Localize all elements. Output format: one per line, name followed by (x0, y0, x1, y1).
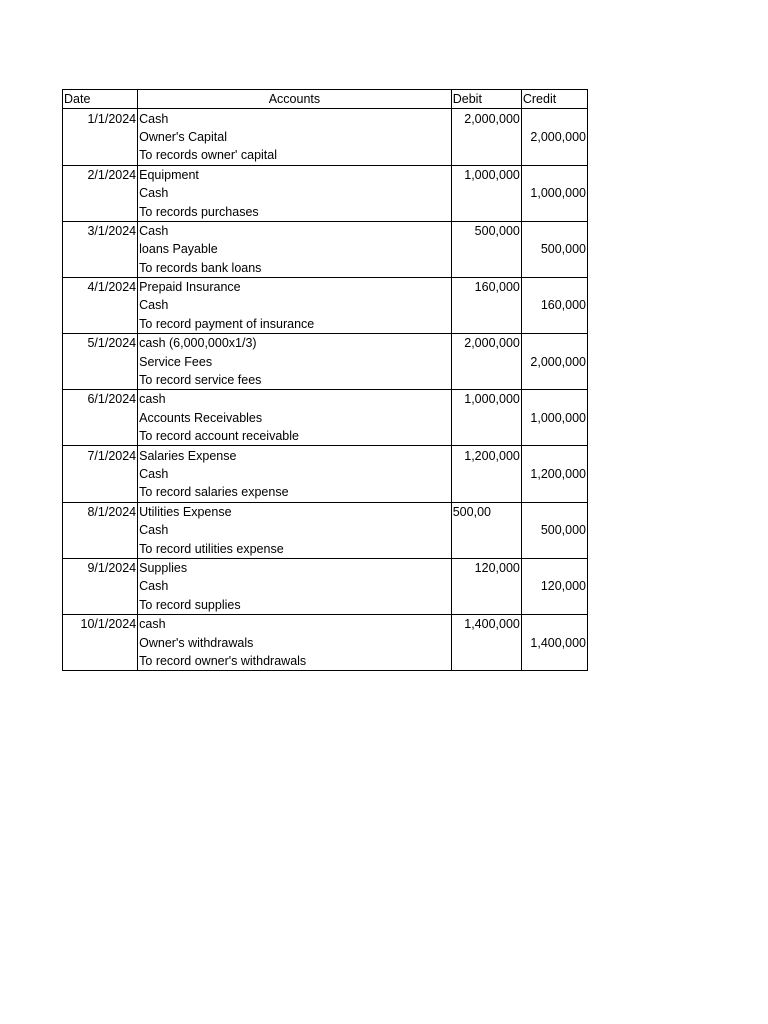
date-cell-empty[interactable] (63, 296, 138, 314)
table-row (63, 558, 588, 577)
debit-cell-empty[interactable] (451, 409, 521, 427)
credit-cell-empty[interactable] (521, 146, 587, 165)
date-cell-empty[interactable] (63, 315, 138, 334)
debit-account[interactable]: Cash (138, 109, 452, 128)
debit-account[interactable]: Salaries Expense (138, 446, 452, 465)
credit-account[interactable]: loans Payable (138, 240, 452, 258)
credit-cell-empty[interactable] (521, 259, 587, 278)
credit-cell-empty[interactable] (521, 109, 587, 128)
table-row (63, 577, 588, 595)
debit-amount[interactable]: 1,400,000 (451, 614, 521, 633)
header-debit[interactable]: Debit (451, 90, 521, 109)
credit-amount[interactable]: 1,000,000 (521, 184, 587, 202)
table-row (63, 240, 588, 258)
header-date[interactable]: Date (63, 90, 138, 109)
table-row (63, 502, 588, 521)
table-row (63, 165, 588, 184)
debit-cell-empty[interactable] (451, 352, 521, 370)
table-row (63, 427, 588, 446)
entry-memo[interactable]: To records bank loans (138, 259, 452, 278)
debit-account[interactable]: cash (138, 614, 452, 633)
table-row (63, 109, 588, 128)
debit-cell-empty[interactable] (451, 296, 521, 314)
credit-amount[interactable]: 1,200,000 (521, 465, 587, 483)
date-cell-empty[interactable] (63, 371, 138, 390)
credit-account[interactable]: Owner's Capital (138, 128, 452, 146)
entry-memo[interactable]: To record utilities expense (138, 539, 452, 558)
table-row (63, 539, 588, 558)
table-row (63, 128, 588, 146)
table-row (63, 202, 588, 221)
journal-body (63, 109, 588, 671)
entry-date[interactable]: 7/1/2024 (63, 446, 138, 465)
date-cell-empty[interactable] (63, 146, 138, 165)
date-cell-empty[interactable] (63, 259, 138, 278)
debit-cell-empty[interactable] (451, 184, 521, 202)
debit-cell-empty[interactable] (451, 315, 521, 334)
debit-cell-empty[interactable] (451, 539, 521, 558)
entry-memo[interactable]: To records purchases (138, 202, 452, 221)
credit-cell-empty[interactable] (521, 614, 587, 633)
entry-memo[interactable]: To records owner' capital (138, 146, 452, 165)
credit-cell-empty[interactable] (521, 277, 587, 296)
debit-amount[interactable]: 2,000,000 (451, 109, 521, 128)
table-row (63, 221, 588, 240)
credit-amount[interactable]: 2,000,000 (521, 128, 587, 146)
date-cell-empty[interactable] (63, 128, 138, 146)
debit-amount[interactable]: 160,000 (451, 277, 521, 296)
table-row (63, 146, 588, 165)
credit-amount[interactable]: 500,000 (521, 240, 587, 258)
table-row (63, 446, 588, 465)
table-row (63, 521, 588, 539)
table-row (63, 277, 588, 296)
debit-cell-empty[interactable] (451, 633, 521, 651)
credit-account[interactable]: Cash (138, 465, 452, 483)
debit-cell-empty[interactable] (451, 202, 521, 221)
credit-cell-empty[interactable] (521, 390, 587, 409)
table-row (63, 259, 588, 278)
debit-amount[interactable]: 2,000,000 (451, 334, 521, 353)
debit-amount[interactable]: 1,200,000 (451, 446, 521, 465)
credit-account[interactable]: Owner's withdrawals (138, 633, 452, 651)
debit-account[interactable]: Supplies (138, 558, 452, 577)
entry-memo[interactable]: To record supplies (138, 596, 452, 615)
debit-cell-empty[interactable] (451, 128, 521, 146)
entry-date[interactable]: 10/1/2024 (63, 614, 138, 633)
entry-memo[interactable]: To record salaries expense (138, 483, 452, 502)
credit-amount[interactable]: 2,000,000 (521, 352, 587, 370)
date-cell-empty[interactable] (63, 240, 138, 258)
table-row (63, 614, 588, 633)
credit-cell-empty[interactable] (521, 371, 587, 390)
table-row (63, 334, 588, 353)
entry-date[interactable]: 8/1/2024 (63, 502, 138, 521)
date-cell-empty[interactable] (63, 539, 138, 558)
entry-memo[interactable]: To record owner's withdrawals (138, 652, 452, 671)
debit-cell-empty[interactable] (451, 427, 521, 446)
credit-account[interactable]: Cash (138, 577, 452, 595)
credit-cell-empty[interactable] (521, 334, 587, 353)
credit-account[interactable]: Service Fees (138, 352, 452, 370)
credit-amount[interactable]: 1,000,000 (521, 409, 587, 427)
debit-amount[interactable]: 1,000,000 (451, 165, 521, 184)
debit-account[interactable]: Utilities Expense (138, 502, 452, 521)
credit-cell-empty[interactable] (521, 165, 587, 184)
journal-table (62, 89, 588, 671)
date-cell-empty[interactable] (63, 483, 138, 502)
entry-memo[interactable]: To record service fees (138, 371, 452, 390)
date-cell-empty[interactable] (63, 465, 138, 483)
credit-cell-empty[interactable] (521, 446, 587, 465)
date-cell-empty[interactable] (63, 652, 138, 671)
debit-cell-empty[interactable] (451, 483, 521, 502)
header-accounts[interactable]: Accounts (138, 90, 452, 109)
table-row (63, 652, 588, 671)
entry-date[interactable]: 2/1/2024 (63, 165, 138, 184)
table-row (63, 483, 588, 502)
date-cell-empty[interactable] (63, 352, 138, 370)
credit-cell-empty[interactable] (521, 221, 587, 240)
debit-cell-empty[interactable] (451, 596, 521, 615)
credit-account[interactable]: Cash (138, 521, 452, 539)
table-row (63, 465, 588, 483)
date-cell-empty[interactable] (63, 427, 138, 446)
credit-amount[interactable]: 1,400,000 (521, 633, 587, 651)
table-row (63, 371, 588, 390)
debit-amount[interactable]: 500,000 (451, 221, 521, 240)
debit-cell-empty[interactable] (451, 652, 521, 671)
entry-date[interactable]: 5/1/2024 (63, 334, 138, 353)
credit-cell-empty[interactable] (521, 558, 587, 577)
debit-account[interactable]: Equipment (138, 165, 452, 184)
debit-cell-empty[interactable] (451, 146, 521, 165)
debit-amount[interactable]: 120,000 (451, 558, 521, 577)
credit-account[interactable]: Cash (138, 184, 452, 202)
table-row (63, 596, 588, 615)
credit-cell-empty[interactable] (521, 596, 587, 615)
table-row (63, 184, 588, 202)
table-row (63, 352, 588, 370)
debit-cell-empty[interactable] (451, 521, 521, 539)
debit-account[interactable]: cash (6,000,000x1/3) (138, 334, 452, 353)
debit-account[interactable]: cash (138, 390, 452, 409)
table-row (63, 315, 588, 334)
credit-amount[interactable]: 120,000 (521, 577, 587, 595)
credit-account[interactable]: Accounts Receivables (138, 409, 452, 427)
entry-memo[interactable]: To record payment of insurance (138, 315, 452, 334)
entry-date[interactable]: 4/1/2024 (63, 277, 138, 296)
credit-amount[interactable]: 500,000 (521, 521, 587, 539)
credit-account[interactable]: Cash (138, 296, 452, 314)
credit-cell-empty[interactable] (521, 483, 587, 502)
debit-account[interactable]: Prepaid Insurance (138, 277, 452, 296)
date-cell-empty[interactable] (63, 184, 138, 202)
debit-cell-empty[interactable] (451, 465, 521, 483)
credit-cell-empty[interactable] (521, 315, 587, 334)
credit-amount[interactable]: 160,000 (521, 296, 587, 314)
credit-cell-empty[interactable] (521, 202, 587, 221)
entry-date[interactable]: 9/1/2024 (63, 558, 138, 577)
credit-cell-empty[interactable] (521, 539, 587, 558)
debit-account[interactable]: Cash (138, 221, 452, 240)
debit-cell-empty[interactable] (451, 371, 521, 390)
debit-cell-empty[interactable] (451, 259, 521, 278)
date-cell-empty[interactable] (63, 577, 138, 595)
debit-amount[interactable]: 1,000,000 (451, 390, 521, 409)
entry-date[interactable]: 1/1/2024 (63, 109, 138, 128)
table-row (63, 390, 588, 409)
credit-cell-empty[interactable] (521, 502, 587, 521)
entry-date[interactable]: 3/1/2024 (63, 221, 138, 240)
debit-cell-empty[interactable] (451, 240, 521, 258)
date-cell-empty[interactable] (63, 521, 138, 539)
entry-memo[interactable]: To record account receivable (138, 427, 452, 446)
date-cell-empty[interactable] (63, 633, 138, 651)
table-row (63, 633, 588, 651)
table-row (63, 409, 588, 427)
credit-cell-empty[interactable] (521, 652, 587, 671)
header-credit[interactable]: Credit (521, 90, 587, 109)
debit-amount[interactable]: 500,00 (451, 502, 521, 521)
debit-cell-empty[interactable] (451, 577, 521, 595)
date-cell-empty[interactable] (63, 409, 138, 427)
entry-date[interactable]: 6/1/2024 (63, 390, 138, 409)
credit-cell-empty[interactable] (521, 427, 587, 446)
date-cell-empty[interactable] (63, 202, 138, 221)
table-row (63, 296, 588, 314)
header-row (63, 90, 588, 109)
date-cell-empty[interactable] (63, 596, 138, 615)
